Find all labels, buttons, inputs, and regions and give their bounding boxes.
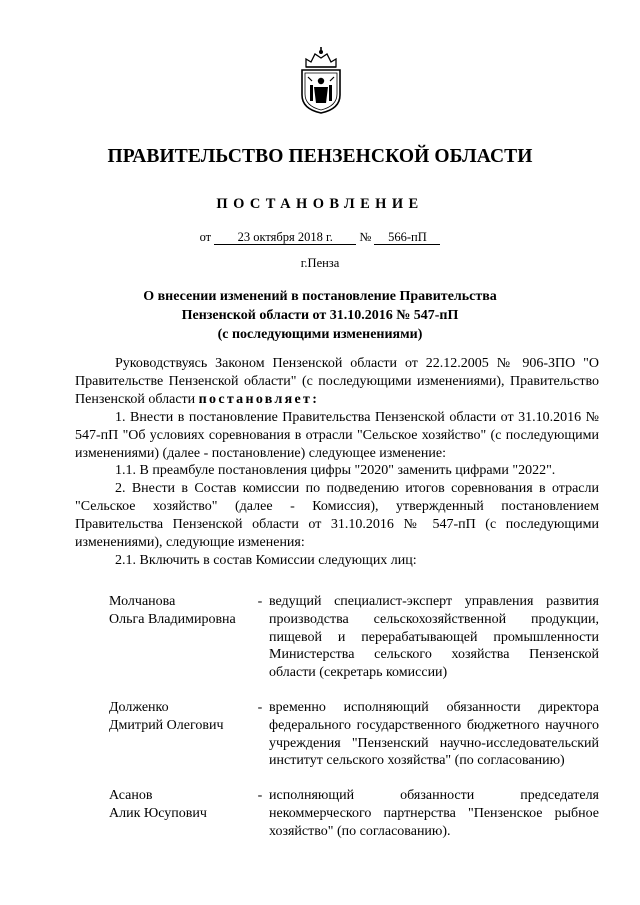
organization-title: ПРАВИТЕЛЬСТВО ПЕНЗЕНСКОЙ ОБЛАСТИ [107,146,533,167]
commission-member [75,699,599,770]
commission-members-list [75,593,599,841]
document-subject [100,287,540,344]
document-type: ПОСТАНОВЛЕНИЕ [216,196,424,212]
member-name [75,699,251,770]
subject-line: (с последующими изменениями) [217,327,423,342]
member-dash: - [257,594,263,609]
document-body [75,355,599,570]
commission-member [75,593,599,682]
item-1: 1. Внести в постановление Правительства Пензенской области от 31.10.2016 № 547-пП "Об условиях соревнования в отрасли "Сельское хозяйство" (с последующими изменениями) (далее - постановление) следующее изменение: [75,409,599,461]
member-given-names: Дмитрий Олегович [109,717,224,733]
penza-region-coat-of-arms-icon [296,47,346,115]
member-surname: Молчанова [109,594,176,609]
date-number-line [0,230,640,245]
member-surname: Асанов [109,788,153,804]
preamble-paragraph [75,355,599,409]
member-given-names: Ольга Владимировна [109,611,236,627]
member-name [75,593,251,682]
city: г.Пенза [300,256,340,270]
member-dash: - [257,788,263,804]
preamble-text: Руководствуясь Законом Пензенской области от 22.12.2005 № 906-ЗПО "О Правительстве Пензенской области" (с последующими изменениями), Правительство Пензенской области [75,356,599,407]
member-dash: - [257,699,263,715]
member-surname: Долженко [109,699,169,715]
subject-line: Пензенской области от 31.10.2016 № 547-пП [181,308,459,323]
member-role: исполняющий обязанности председателя некоммерческого партнерства "Пензенское рыбное хозяйство" (по согласованию). [269,788,599,839]
member-given-names: Алик Юсупович [109,805,207,821]
document-date: 23 октября 2018 г. [214,230,356,245]
date-prefix: от [199,230,212,244]
number-prefix: № [359,230,372,244]
subject-line: О внесении изменений в постановление Правительства [143,289,497,304]
document-number: 566-пП [374,230,440,245]
item-2: 2. Внести в Состав комиссии по подведению итогов соревнования в отрасли "Сельское хозяйство" (далее - Комиссия), утвержденный постановлением Правительства Пензенской области от 31.10.2016 № 547-пП (с последующими изменениями), следующие изменения: [75,481,599,551]
item-2-1: 2.1. Включить в состав Комиссии следующих лиц: [115,552,417,568]
member-role: ведущий специалист-эксперт управления развития производства сельскохозяйственной продукции, пищевой и перерабатывающей промышленности Министерства сельского хозяйства Пензенской области (секретарь комиссии) [269,594,599,681]
item-1-1: 1.1. В преамбуле постановления цифры "2020" заменить цифрами "2022". [115,463,556,479]
member-role: временно исполняющий обязанности директора федерального государственного бюджетного научного учреждения "Пензенский научно-исследовательский институт сельского хозяйства" (по согласованию) [269,699,599,769]
commission-member [75,787,599,840]
member-name [75,787,251,840]
resolves-word: постановляет: [198,391,320,407]
